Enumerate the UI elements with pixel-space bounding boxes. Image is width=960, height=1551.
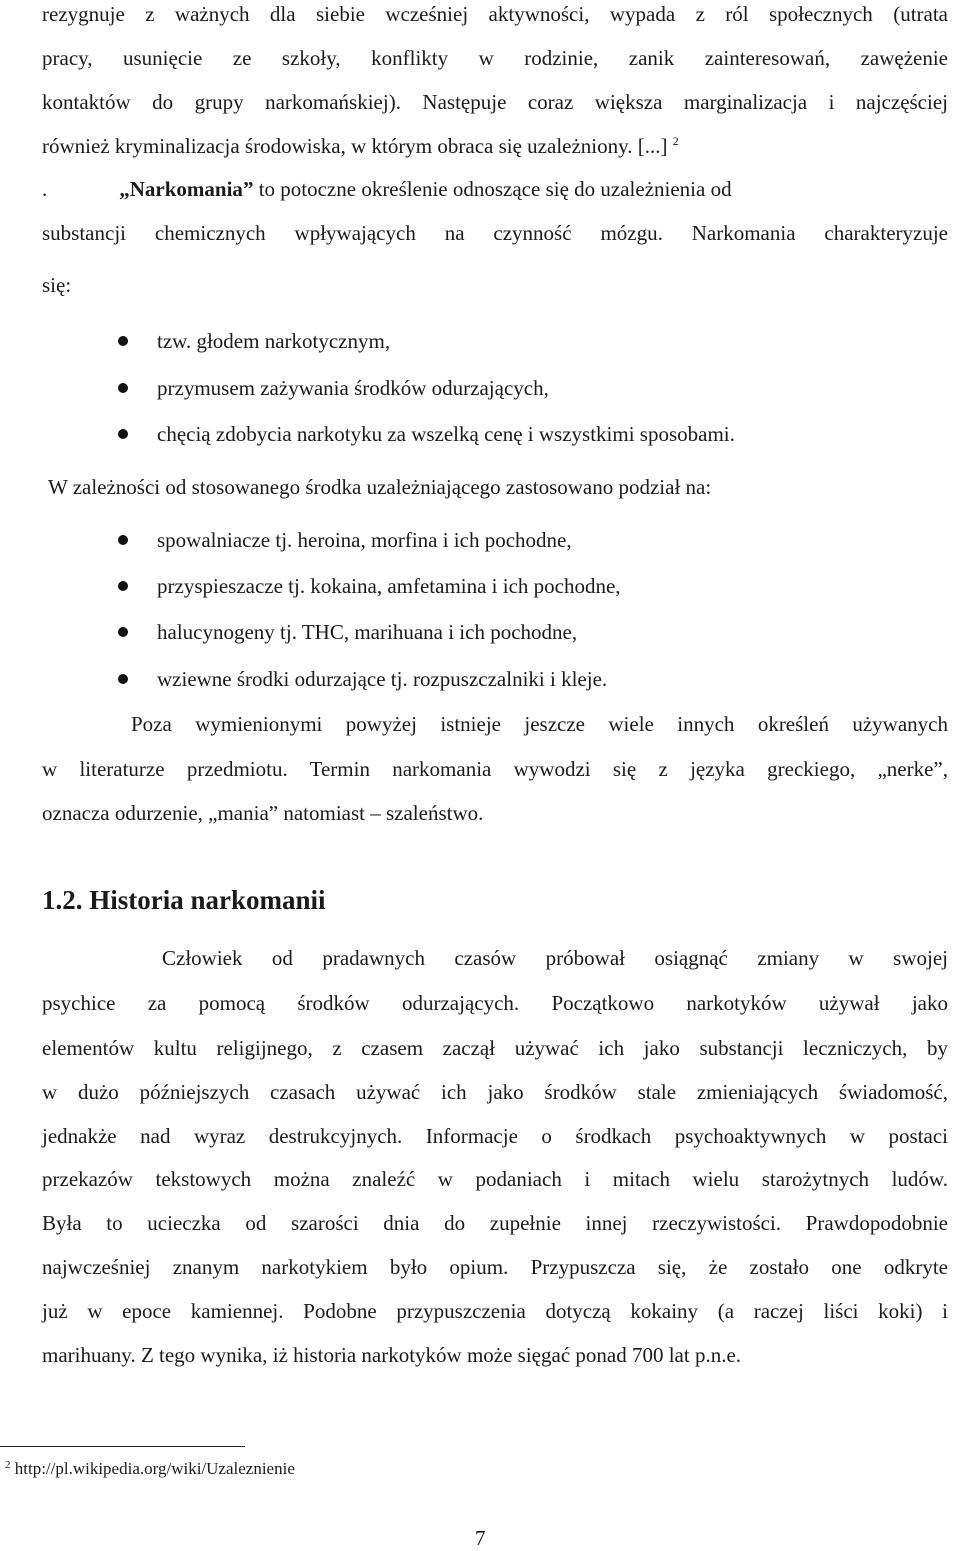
paragraph-line: w literaturze przedmiotu. Termin narkomania wywodzi się z języka greckiego, „nerke”, xyxy=(42,757,948,781)
paragraph-line: najwcześniej znanym narkotykiem było opium. Przypuszcza się, że zostało one odkryte xyxy=(42,1255,948,1279)
footnote-reference[interactable]: 2 xyxy=(672,134,679,148)
list-item-text: przyspieszacze tj. kokaina, amfetamina i ich pochodne, xyxy=(157,574,621,598)
list-item-text: tzw. głodem narkotycznym, xyxy=(157,329,391,353)
paragraph-line: przekazów tekstowych można znaleźć w podaniach i mitach wielu starożytnych ludów. xyxy=(42,1167,948,1191)
paragraph-line: oznacza odurzenie, „mania” natomiast – szaleństwo. xyxy=(42,801,484,825)
definition-prefix: . xyxy=(42,177,48,201)
list-item-text: chęcią zdobycia narkotyku za wszelką cenę i wszystkimi sposobami. xyxy=(157,422,735,446)
footnote-link[interactable]: http://pl.wikipedia.org/wiki/Uzaleznienie xyxy=(14,1459,295,1478)
paragraph-line: jednakże nad wyraz destrukcyjnych. Informacje o środkach psychoaktywnych w postaci xyxy=(42,1124,948,1148)
list-item-text: halucynogeny tj. THC, marihuana i ich pochodne, xyxy=(157,620,578,644)
paragraph-line: elementów kultu religijnego, z czasem zaczął używać ich jako substancji leczniczych, by xyxy=(42,1036,948,1060)
definition-term: Narkomania xyxy=(129,177,243,201)
paragraph-line: marihuany. Z tego wynika, iż historia narkotyków może sięgać ponad 700 lat p.n.e. xyxy=(42,1343,742,1367)
definition-line: się: xyxy=(42,273,72,297)
bullet-icon xyxy=(118,581,128,591)
bullet-icon xyxy=(118,674,128,684)
bullet-icon xyxy=(118,535,128,545)
paragraph-line xyxy=(42,133,679,159)
paragraph-line: w dużo późniejszych czasach używać ich jako środków stale zmieniających świadomość, xyxy=(42,1080,948,1104)
paragraph-line: Była to ucieczka od szarości dnia do zupełnie innej rzeczywistości. Prawdopodobnie xyxy=(42,1211,948,1235)
paragraph-line: już w epoce kamiennej. Podobne przypuszczenia dotyczą kokainy (a raczej liści koki) i xyxy=(42,1299,948,1323)
list-item-text: spowalniacze tj. heroina, morfina i ich pochodne, xyxy=(157,528,572,552)
section-heading: 1.2. Historia narkomanii xyxy=(42,885,326,915)
bullet-icon xyxy=(118,383,128,393)
bullet-icon xyxy=(118,429,128,439)
paragraph-line: pracy, usunięcie ze szkoły, konflikty w rodzinie, zanik zainteresowań, zawężenie xyxy=(42,46,948,70)
page-number: 7 xyxy=(475,1526,486,1550)
list-item-text: wziewne środki odurzające tj. rozpuszczalniki i kleje. xyxy=(157,667,608,691)
division-intro: W zależności od stosowanego środka uzależniającego zastosowano podział na: xyxy=(48,475,712,499)
paragraph-line: Poza wymienionymi powyżej istnieje jeszcze wiele innych określeń używanych xyxy=(131,712,948,736)
definition-line xyxy=(42,176,732,202)
paragraph-text: również kryminalizacja środowiska, w którym obraca się uzależniony. [...] xyxy=(42,134,668,158)
definition-text: to potoczne określenie odnoszące się do uzależnienia od xyxy=(253,177,732,201)
paragraph-line: rezygnuje z ważnych dla siebie wcześniej aktywności, wypada z ról społecznych (utrata xyxy=(42,2,948,26)
paragraph-line: Człowiek od pradawnych czasów próbował osiągnąć zmiany w swojej xyxy=(162,946,948,970)
bullet-icon xyxy=(118,336,128,346)
bullet-icon xyxy=(118,627,128,637)
footnote-number: 2 xyxy=(5,1459,11,1471)
definition-line: substancji chemicznych wpływających na czynność mózgu. Narkomania charakteryzuje xyxy=(42,221,948,245)
footnote xyxy=(5,1459,295,1479)
term-close-quote: ” xyxy=(242,177,254,201)
footnote-divider xyxy=(0,1446,245,1447)
paragraph-line: psychice za pomocą środków odurzających. Początkowo narkotyków używał jako xyxy=(42,991,948,1015)
paragraph-line: kontaktów do grupy narkomańskiej). Następuje coraz większa marginalizacja i najczęściej xyxy=(42,90,948,114)
term-open-quote: „ xyxy=(119,177,130,201)
list-item-text: przymusem zażywania środków odurzających, xyxy=(157,376,549,400)
